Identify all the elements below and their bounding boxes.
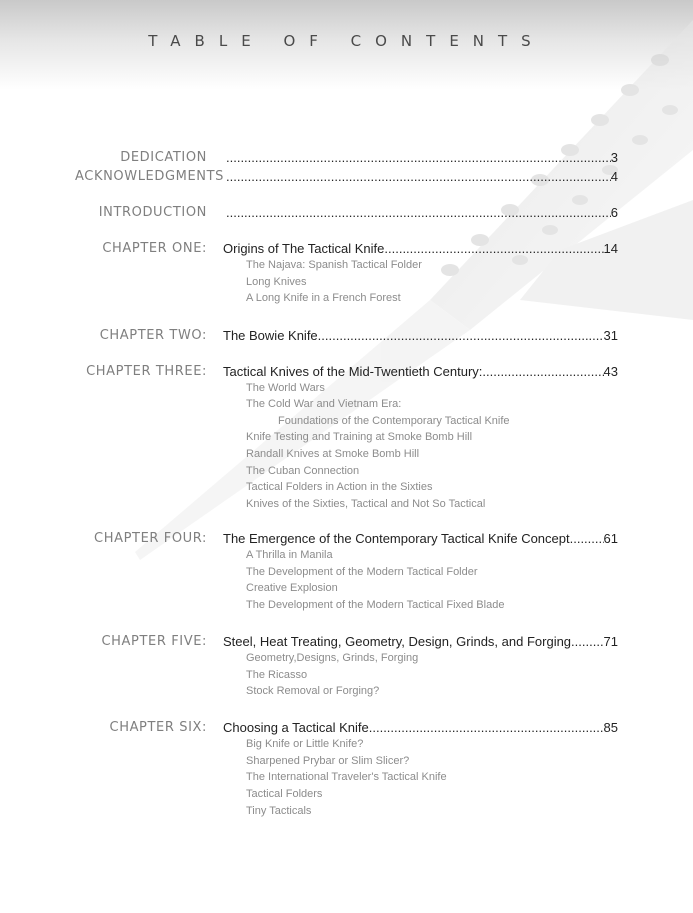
toc-entry-chapter-four[interactable] <box>223 531 618 546</box>
page-number: 85 <box>603 720 618 735</box>
chapter-label: CHAPTER FIVE: <box>101 634 207 649</box>
section-item[interactable]: Knife Testing and Training at Smoke Bomb Hill <box>246 431 473 443</box>
toc-entry-chapter-five[interactable] <box>223 634 618 649</box>
dot-leader <box>384 241 603 256</box>
section-item[interactable]: The Development of the Modern Tactical Folder <box>246 566 478 578</box>
dot-leader <box>482 364 603 379</box>
chapter-label: CHAPTER TWO: <box>99 328 207 343</box>
page-number: 4 <box>610 169 618 184</box>
section-item[interactable]: Big Knife or Little Knife? <box>246 738 364 750</box>
section-item[interactable]: A Thrilla in Manila <box>246 549 333 561</box>
page-number: 3 <box>610 150 618 165</box>
chapter-label: CHAPTER THREE: <box>86 364 207 379</box>
section-item[interactable]: Geometry,Designs, Grinds, Forging <box>246 652 419 664</box>
page-number: 71 <box>603 634 618 649</box>
page-title: TABLE OF CONTENTS <box>148 32 545 50</box>
section-item[interactable]: Creative Explosion <box>246 582 338 594</box>
chapter-label: CHAPTER ONE: <box>102 241 207 256</box>
dot-leader <box>318 328 604 343</box>
toc-entry-chapter-one[interactable] <box>223 241 618 256</box>
page-number: 6 <box>610 205 618 220</box>
toc-entry-dedication[interactable] <box>226 150 618 165</box>
chapter-title: The Emergence of the Contemporary Tactical Knife Concept <box>223 531 570 546</box>
dot-leader <box>226 150 611 165</box>
section-item[interactable]: Long Knives <box>246 276 307 288</box>
section-item[interactable]: A Long Knife in a French Forest <box>246 292 401 304</box>
dot-leader <box>570 531 604 546</box>
section-item[interactable]: The Cold War and Vietnam Era: <box>246 398 402 410</box>
toc-entry-acknowledgments[interactable] <box>226 169 618 184</box>
chapter-label: CHAPTER FOUR: <box>94 531 207 546</box>
toc-entry-chapter-six[interactable] <box>223 720 618 735</box>
section-item[interactable]: The International Traveler's Tactical Knife <box>246 771 447 783</box>
chapter-label: CHAPTER SIX: <box>109 720 207 735</box>
front-matter-label-dedication: DEDICATION <box>120 150 207 165</box>
chapter-title: Tactical Knives of the Mid-Twentieth Century: <box>223 364 483 379</box>
page-number: 43 <box>603 364 618 379</box>
dot-leader <box>226 169 611 184</box>
section-item[interactable]: The Ricasso <box>246 669 308 681</box>
toc-entry-introduction[interactable] <box>226 205 618 220</box>
section-item[interactable]: Randall Knives at Smoke Bomb Hill <box>246 448 420 460</box>
page-number: 31 <box>603 328 618 343</box>
toc-entry-chapter-three[interactable] <box>223 364 618 379</box>
section-item[interactable]: Tactical Folders <box>246 788 323 800</box>
section-item[interactable]: The Cuban Connection <box>246 465 360 477</box>
section-item[interactable]: The Najava: Spanish Tactical Folder <box>246 259 422 271</box>
section-item[interactable]: Tiny Tacticals <box>246 805 312 817</box>
section-item[interactable]: Sharpened Prybar or Slim Slicer? <box>246 755 410 767</box>
chapter-title: Choosing a Tactical Knife <box>223 720 369 735</box>
section-item[interactable]: Knives of the Sixties, Tactical and Not So Tactical <box>246 498 486 510</box>
dot-leader <box>571 634 603 649</box>
front-matter-label-acknowledgments: ACKNOWLEDGMENTS <box>75 169 224 184</box>
section-item[interactable]: Tactical Folders in Action in the Sixties <box>246 481 433 493</box>
dot-leader <box>369 720 604 735</box>
toc-entry-chapter-two[interactable] <box>223 328 618 343</box>
section-item[interactable]: The World Wars <box>246 382 325 394</box>
front-matter-label-introduction: INTRODUCTION <box>98 205 207 220</box>
chapter-title: Steel, Heat Treating, Geometry, Design, Grinds, and Forging <box>223 634 572 649</box>
dot-leader <box>226 205 611 220</box>
section-item[interactable]: The Development of the Modern Tactical Fixed Blade <box>246 599 505 611</box>
page-number: 14 <box>603 241 618 256</box>
section-item[interactable]: Stock Removal or Forging? <box>246 685 380 697</box>
chapter-title: Origins of The Tactical Knife <box>223 241 385 256</box>
chapter-title: The Bowie Knife <box>223 328 318 343</box>
page-number: 61 <box>603 531 618 546</box>
section-item[interactable]: Foundations of the Contemporary Tactical Knife <box>278 415 510 427</box>
